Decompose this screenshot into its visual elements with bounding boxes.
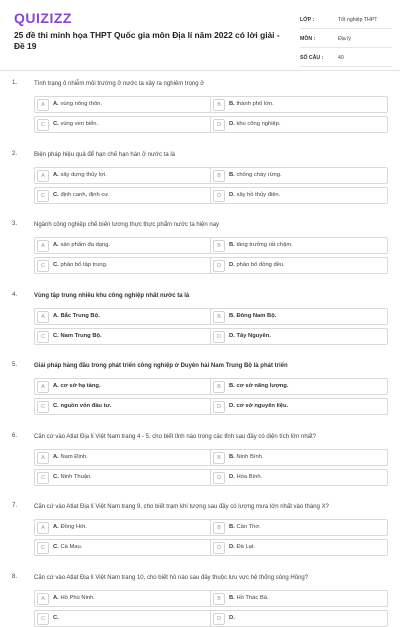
question-number: 1. — [12, 80, 18, 86]
answer-option-d[interactable] — [210, 187, 388, 204]
option-label: B. — [229, 383, 235, 389]
option-value: cơ sở nguyên liệu. — [236, 403, 289, 409]
option-value: Đà Lạt. — [236, 544, 256, 550]
option-text — [53, 615, 59, 621]
meta-row-subject — [300, 31, 392, 48]
option-text — [229, 474, 262, 480]
question-text: Ngành công nghiệp chế biến lương thực thực phẩm nước ta hiện nay — [34, 222, 220, 228]
option-label: A. — [53, 594, 59, 601]
question-number: 4. — [12, 291, 18, 298]
option-value: Nam Trung Bộ. — [60, 332, 102, 339]
option-value: vùng ven biển. — [60, 121, 99, 127]
option-text — [53, 313, 100, 319]
option-value: Ninh Bình. — [236, 453, 264, 460]
option-label: B. — [229, 242, 235, 248]
option-label: B. — [229, 524, 235, 530]
option-text — [229, 524, 261, 530]
meta-key: MÔN : — [300, 36, 316, 42]
answer-option-d[interactable] — [210, 539, 388, 556]
option-label: D. — [229, 332, 235, 339]
option-letter-box: D — [213, 331, 225, 343]
option-text — [53, 192, 110, 198]
option-label: B. — [229, 101, 235, 107]
answer-option-b[interactable] — [210, 167, 388, 184]
answer-option-c[interactable] — [34, 469, 212, 486]
meta-value: Địa lý — [338, 36, 351, 42]
meta-value: Tốt nghiệp THPT — [338, 17, 378, 23]
question-text: Căn cứ vào Atlat Địa lí Việt Nam trang 9, cho biết trạm khí tượng sau đây có lượng mưa lớn nhất vào tháng X? — [34, 504, 329, 510]
option-text — [229, 262, 285, 268]
option-label: D. — [229, 191, 235, 198]
option-letter-box: C — [37, 331, 49, 343]
option-letter-box: B — [213, 99, 225, 111]
meta-key: LỚP : — [300, 17, 315, 23]
option-letter-box: A — [37, 593, 49, 605]
option-value: Tây Nguyên. — [236, 332, 271, 339]
question-text: Giải pháp hàng đầu trong phát triển công nghiệp ở Duyên hải Nam Trung Bộ là phát triển — [34, 363, 288, 369]
option-letter-box: B — [213, 240, 225, 252]
meta-value: 40 — [338, 55, 344, 61]
option-text — [229, 615, 235, 621]
option-text — [53, 101, 102, 107]
answer-option-b[interactable] — [210, 308, 388, 325]
option-text — [53, 544, 82, 550]
option-label: A. — [53, 383, 59, 389]
option-letter-box: A — [37, 381, 49, 393]
option-label: D. — [229, 473, 235, 480]
answer-option-c[interactable] — [34, 116, 212, 133]
option-letter-box: A — [37, 311, 49, 323]
answer-option-c[interactable] — [34, 187, 212, 204]
answer-option-a[interactable] — [34, 449, 212, 466]
answer-option-b[interactable] — [210, 590, 388, 607]
answer-option-c[interactable] — [34, 257, 212, 274]
option-letter-box: B — [213, 311, 225, 323]
answer-option-b[interactable] — [210, 237, 388, 254]
option-value: thành phố lớn. — [236, 101, 274, 107]
option-value: tăng trưởng rất chậm. — [236, 242, 293, 248]
option-label: D. — [229, 121, 235, 127]
answer-option-d[interactable] — [210, 328, 388, 345]
option-label: B. — [229, 594, 235, 601]
option-text — [229, 313, 276, 319]
answer-option-c[interactable] — [34, 539, 212, 556]
option-text — [229, 544, 255, 550]
option-label: C. — [53, 403, 59, 409]
option-value: nguồn vốn đầu tư. — [60, 403, 112, 409]
question-text: Vùng tập trung nhiều khu công nghiệp nhất nước ta là — [34, 292, 190, 299]
option-letter-box: D — [213, 260, 225, 272]
option-letter-box: D — [213, 472, 225, 484]
question-number: 8. — [12, 573, 18, 580]
meta-key: SỐ CÂU : — [300, 55, 324, 61]
option-value: sản phẩm đa dạng. — [60, 242, 111, 248]
answer-option-d[interactable] — [210, 469, 388, 486]
answer-option-d[interactable] — [210, 610, 388, 627]
answer-option-c[interactable] — [34, 328, 212, 345]
option-value: chống cháy rừng. — [236, 171, 282, 178]
option-value: Hồ Phú Ninh. — [60, 594, 95, 601]
option-text — [53, 121, 98, 127]
option-value: định canh, định cư. — [60, 191, 110, 198]
option-value: phân bố tập trung. — [60, 262, 108, 268]
option-text — [229, 454, 264, 460]
option-letter-box: A — [37, 240, 49, 252]
option-label: B. — [229, 453, 235, 460]
option-label: B. — [229, 171, 235, 178]
answer-option-d[interactable] — [210, 257, 388, 274]
option-label: A. — [53, 101, 59, 107]
question-number: 6. — [12, 432, 18, 439]
option-letter-box: D — [213, 401, 225, 413]
answer-option-a[interactable] — [34, 308, 212, 325]
option-value: khu công nghiệp. — [236, 121, 281, 127]
option-text — [53, 262, 108, 268]
option-label: C. — [53, 191, 59, 198]
answer-option-d[interactable] — [210, 398, 388, 415]
answer-option-a[interactable] — [34, 96, 212, 113]
option-text — [53, 333, 102, 339]
question-number: 2. — [12, 150, 18, 157]
option-text — [53, 172, 107, 178]
option-label: C. — [53, 121, 59, 127]
option-label: C. — [53, 262, 59, 268]
option-letter-box: C — [37, 260, 49, 272]
option-label: A. — [53, 242, 59, 248]
option-label: C. — [53, 332, 59, 339]
option-letter-box: D — [213, 119, 225, 131]
option-value: Ninh Thuận. — [60, 473, 92, 480]
option-letter-box: B — [213, 452, 225, 464]
option-letter-box: C — [37, 119, 49, 131]
option-text — [53, 524, 87, 530]
option-text — [229, 333, 271, 339]
option-value: Nam Định. — [60, 453, 88, 460]
meta-row-class — [300, 12, 392, 29]
option-value: Cần Thơ. — [236, 524, 261, 530]
option-text — [53, 242, 110, 248]
option-text — [229, 192, 280, 198]
answer-option-c[interactable] — [34, 398, 212, 415]
option-letter-box: C — [37, 613, 49, 625]
answer-option-b[interactable] — [210, 378, 388, 395]
option-text — [229, 403, 288, 409]
option-text — [229, 242, 293, 248]
option-value: cơ sở hạ tầng. — [60, 383, 101, 389]
option-letter-box: B — [213, 381, 225, 393]
answer-option-a[interactable] — [34, 167, 212, 184]
option-value: Cà Mau. — [60, 544, 83, 550]
option-text — [229, 121, 281, 127]
option-value: Đồng Hới. — [60, 524, 87, 530]
option-text — [229, 172, 282, 178]
option-letter-box: C — [37, 472, 49, 484]
option-label: C. — [53, 614, 59, 621]
option-label: B. — [229, 312, 235, 319]
question-number: 3. — [12, 221, 18, 227]
option-letter-box: A — [37, 452, 49, 464]
option-letter-box: D — [213, 613, 225, 625]
option-label: C. — [53, 544, 59, 550]
option-text — [53, 454, 88, 460]
option-letter-box: B — [213, 593, 225, 605]
option-label: A. — [53, 453, 59, 460]
answer-option-b[interactable] — [210, 96, 388, 113]
option-label: A. — [53, 524, 59, 530]
option-label: D. — [229, 403, 235, 409]
option-text — [53, 383, 101, 389]
answer-option-a[interactable] — [34, 590, 212, 607]
question-text: Biện pháp hiệu quả để hạn chế hạn hán ở nước ta là — [34, 151, 175, 158]
option-value: Hồ Thác Bà. — [236, 594, 269, 601]
option-text — [53, 403, 111, 409]
option-value: xây hồ thủy điện. — [236, 191, 281, 198]
option-value: xây dựng thủy lợi. — [60, 171, 107, 178]
option-letter-box: D — [213, 542, 225, 554]
option-letter-box: C — [37, 401, 49, 413]
worksheet-header — [0, 0, 400, 71]
answer-option-b[interactable] — [210, 519, 388, 536]
option-letter-box: B — [213, 522, 225, 534]
option-label: D. — [229, 262, 235, 268]
option-letter-box: A — [37, 522, 49, 534]
question-text: Căn cứ vào Atlat Địa lí Việt Nam trang 10, cho biết hồ nào sau đây thuộc lưu vực hệ thống sông Hồng? — [34, 574, 309, 581]
answer-option-d[interactable] — [210, 116, 388, 133]
option-value: Hòa Bình. — [236, 473, 263, 480]
worksheet-title: 25 đề thi minh họa THPT Quốc gia môn Địa lí năm 2022 có lời giải - Đề 19 — [14, 30, 280, 51]
option-text — [229, 101, 274, 107]
option-value: Đông Nam Bộ. — [236, 312, 277, 319]
option-value: Bắc Trung Bộ. — [60, 312, 100, 319]
answer-option-a[interactable] — [34, 378, 212, 395]
answer-option-b[interactable] — [210, 449, 388, 466]
question-text: Tình trạng ô nhiễm môi trường ở nước ta xảy ra nghiêm trọng ở — [34, 81, 205, 87]
option-label: A. — [53, 171, 59, 178]
option-letter-box: C — [37, 190, 49, 202]
answer-option-c[interactable] — [34, 610, 212, 627]
option-letter-box: B — [213, 170, 225, 182]
question-number: 5. — [12, 362, 18, 368]
meta-row-count — [300, 50, 392, 67]
option-letter-box: A — [37, 170, 49, 182]
option-value: phân bố đồng đều. — [236, 262, 285, 268]
option-letter-box: D — [213, 190, 225, 202]
option-label: D. — [229, 614, 235, 621]
option-value: vùng nông thôn. — [60, 101, 103, 107]
answer-option-a[interactable] — [34, 519, 212, 536]
option-label: A. — [53, 312, 59, 319]
option-text — [229, 383, 288, 389]
option-value: cơ sở năng lượng. — [236, 383, 289, 389]
answer-option-a[interactable] — [34, 237, 212, 254]
worksheet-meta — [300, 12, 392, 69]
option-letter-box: A — [37, 99, 49, 111]
option-letter-box: C — [37, 542, 49, 554]
option-text — [53, 474, 92, 480]
option-label: C. — [53, 473, 59, 480]
quizizz-logo: QUIZIZZ — [14, 10, 72, 26]
option-label: D. — [229, 544, 235, 550]
question-text: Căn cứ vào Atlat Địa lí Việt Nam trang 4 - 5, cho biết tỉnh nào trong các tỉnh sau đây có diện tích lớn nhất? — [34, 433, 316, 440]
question-number: 7. — [12, 503, 18, 509]
